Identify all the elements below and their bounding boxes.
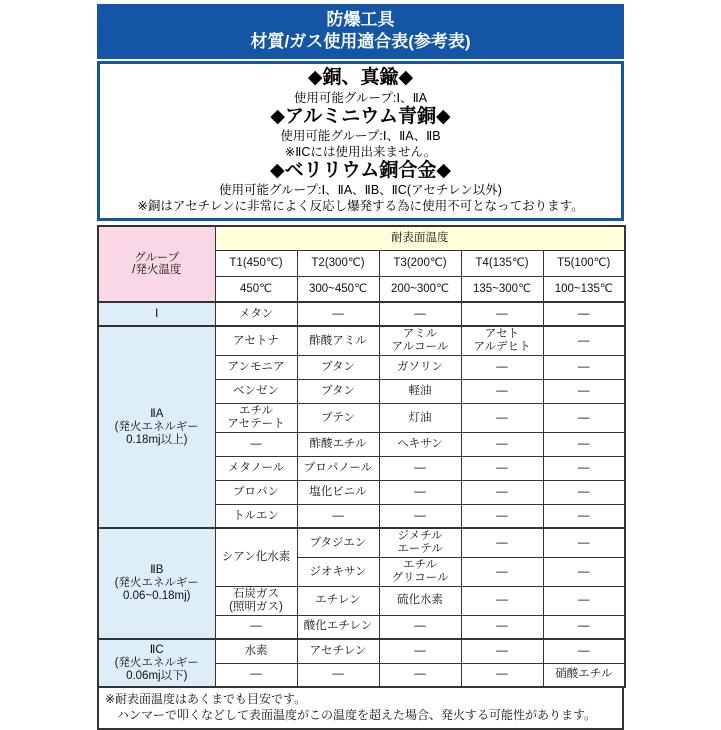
gas-cell: — bbox=[379, 639, 461, 663]
gas-cell: アンモニア bbox=[215, 356, 297, 380]
gas-cell: — bbox=[215, 615, 297, 639]
temp-class-cell: T1(450℃) bbox=[215, 250, 297, 276]
gas-cell: メタノール bbox=[215, 456, 297, 480]
group-ignition-temp-corner-cell bbox=[98, 226, 215, 302]
gas-cell: — bbox=[215, 663, 297, 687]
gas-cell: — bbox=[543, 586, 625, 615]
temp-range-cell: 135~300℃ bbox=[461, 276, 543, 302]
gas-cell: — bbox=[461, 639, 543, 663]
gas-cell: 水素 bbox=[215, 639, 297, 663]
gas-cell: 塩化ビニル bbox=[297, 480, 379, 504]
gas-cell: — bbox=[461, 456, 543, 480]
group-label-cell: ⅡA (発火エネルギー 0.18mj以上) bbox=[98, 326, 215, 528]
gas-cell: — bbox=[543, 456, 625, 480]
group-label-cell: ⅡB (発火エネルギー 0.06~0.18mj) bbox=[98, 528, 215, 639]
gas-cell: — bbox=[543, 615, 625, 639]
material-note: ※ⅡCには使用出来ません。 bbox=[284, 145, 437, 159]
gas-cell: — bbox=[543, 528, 625, 557]
gas-cell: アミル アルコール bbox=[379, 326, 461, 355]
page bbox=[97, 4, 624, 730]
page-subtitle: 材質/ガス使用適合表(参考表) bbox=[250, 32, 471, 52]
gas-cell: 灯油 bbox=[379, 404, 461, 433]
gas-cell: — bbox=[297, 504, 379, 528]
gas-cell: ベンゼン bbox=[215, 380, 297, 404]
gas-cell: ブタン bbox=[297, 356, 379, 380]
gas-cell: ブテン bbox=[297, 404, 379, 433]
gas-cell: ガソリン bbox=[379, 356, 461, 380]
temp-range-cell: 450℃ bbox=[215, 276, 297, 302]
gas-cell: — bbox=[379, 456, 461, 480]
gas-cell: — bbox=[461, 586, 543, 615]
gas-cell: プロパン bbox=[215, 480, 297, 504]
gas-cell: — bbox=[215, 432, 297, 456]
gas-cell: — bbox=[297, 663, 379, 687]
footnotes-box bbox=[97, 688, 624, 729]
title-banner bbox=[97, 4, 624, 59]
material-note: ※銅はアセチレンに非常によく反応し爆発する為に使用不可となっております。 bbox=[137, 199, 584, 214]
gas-cell: メタン bbox=[215, 302, 297, 326]
gas-cell: — bbox=[461, 663, 543, 687]
material-note: 使用可能グループ:Ⅰ、ⅡA bbox=[293, 90, 428, 105]
table-row bbox=[98, 302, 625, 326]
gas-cell: — bbox=[461, 504, 543, 528]
corner-label-line2: /発火温度 bbox=[132, 264, 182, 277]
gas-cell: — bbox=[543, 356, 625, 380]
temp-range-cell: 100~135℃ bbox=[543, 276, 625, 302]
gas-cell: — bbox=[379, 302, 461, 326]
temp-class-cell: T3(200℃) bbox=[379, 250, 461, 276]
temp-class-cell: T2(300℃) bbox=[297, 250, 379, 276]
gas-cell: ブタジエン bbox=[297, 528, 379, 557]
material-title: ◆銅、真鍮◆ bbox=[307, 67, 414, 89]
gas-cell: 硫化水素 bbox=[379, 586, 461, 615]
gas-cell: — bbox=[543, 432, 625, 456]
gas-cell: — bbox=[461, 404, 543, 433]
gas-cell: エチル グリコール bbox=[379, 558, 461, 587]
gas-cell: ジメチル エーテル bbox=[379, 528, 461, 557]
gas-cell: 酢酸エチル bbox=[297, 432, 379, 456]
gas-cell: ヘキサン bbox=[379, 432, 461, 456]
gas-cell: — bbox=[543, 326, 625, 355]
gas-cell: トルエン bbox=[215, 504, 297, 528]
surface-temp-header: 耐表面温度 bbox=[215, 226, 625, 250]
gas-cell: — bbox=[461, 380, 543, 404]
gas-compatibility-table bbox=[97, 225, 626, 688]
gas-cell: — bbox=[543, 380, 625, 404]
material-note: 使用可能グループ:Ⅰ、ⅡA、ⅡB bbox=[280, 129, 441, 143]
gas-cell: — bbox=[543, 480, 625, 504]
gas-cell: — bbox=[543, 504, 625, 528]
gas-cell: — bbox=[543, 302, 625, 326]
gas-cell: 硝酸エチル bbox=[543, 663, 625, 687]
gas-cell: ジオキサン bbox=[297, 558, 379, 587]
gas-cell: 軽油 bbox=[379, 380, 461, 404]
material-title: ◆アルミニウム青銅◆ bbox=[270, 105, 451, 127]
gas-cell: ブタン bbox=[297, 380, 379, 404]
gas-cell: シアン化水素 bbox=[215, 528, 297, 586]
gas-cell: エチル アセテート bbox=[215, 404, 297, 433]
gas-cell: — bbox=[543, 404, 625, 433]
material-title: ◆ベリリウム銅合金◆ bbox=[269, 160, 452, 181]
gas-cell: アセチレン bbox=[297, 639, 379, 663]
gas-cell: 酢酸アミル bbox=[297, 326, 379, 355]
gas-cell: プロパノール bbox=[297, 456, 379, 480]
page-title: 防爆工具 bbox=[326, 10, 395, 29]
gas-cell: — bbox=[461, 432, 543, 456]
surface-temp-header-row bbox=[98, 226, 625, 250]
materials-info-box bbox=[97, 61, 624, 221]
table-row bbox=[98, 326, 625, 355]
group-label-cell: Ⅰ bbox=[98, 302, 215, 326]
gas-cell: アセトナ bbox=[215, 326, 297, 355]
gas-cell: — bbox=[461, 480, 543, 504]
group-label-cell: ⅡC (発火エネルギー 0.06mj以下) bbox=[98, 639, 215, 687]
gas-cell: — bbox=[379, 663, 461, 687]
gas-cell: — bbox=[543, 558, 625, 587]
gas-cell: — bbox=[543, 639, 625, 663]
table-row bbox=[98, 528, 625, 557]
gas-cell: — bbox=[297, 302, 379, 326]
footnote-line: ハンマーで叩くなどして表面温度がこの温度を超えた場合、発火する可能性があります。 bbox=[105, 708, 597, 723]
gas-cell: エチレン bbox=[297, 586, 379, 615]
gas-cell: — bbox=[461, 558, 543, 587]
gas-cell: — bbox=[379, 615, 461, 639]
gas-cell: — bbox=[461, 356, 543, 380]
table-row bbox=[98, 639, 625, 663]
temp-range-cell: 300~450℃ bbox=[297, 276, 379, 302]
gas-cell: — bbox=[379, 504, 461, 528]
temp-range-cell: 200~300℃ bbox=[379, 276, 461, 302]
gas-cell: — bbox=[461, 615, 543, 639]
gas-cell: 酸化エチレン bbox=[297, 615, 379, 639]
gas-cell: アセト アルデヒト bbox=[461, 326, 543, 355]
footnote-line: ※耐表面温度はあくまでも目安です。 bbox=[105, 692, 307, 707]
gas-cell: — bbox=[461, 528, 543, 557]
temp-class-cell: T4(135℃) bbox=[461, 250, 543, 276]
gas-cell: — bbox=[461, 302, 543, 326]
gas-cell: — bbox=[379, 480, 461, 504]
corner-label-line1: グループ bbox=[134, 251, 180, 264]
temp-class-cell: T5(100℃) bbox=[543, 250, 625, 276]
material-note: 使用可能グループ:Ⅰ、ⅡA、ⅡB、ⅡC(アセチレン以外) bbox=[219, 183, 502, 198]
gas-cell: 石炭ガス (照明ガス) bbox=[215, 586, 297, 615]
